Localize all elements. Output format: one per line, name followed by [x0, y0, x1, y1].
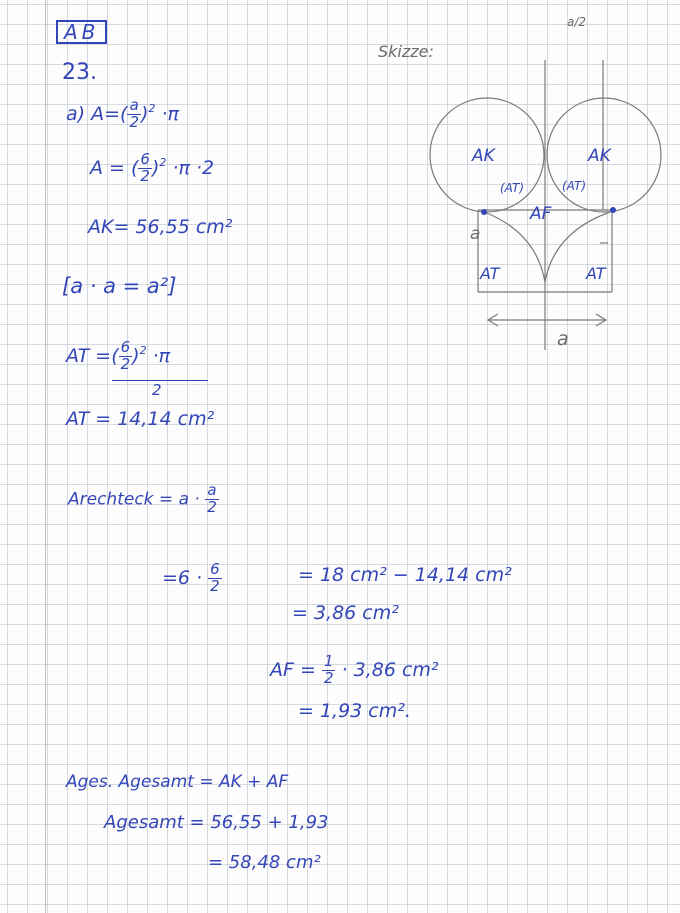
exponent: 2: [159, 155, 167, 169]
formula-line-1: a) A=( $\frac{a}{2}$ )$^2$ ·π: [66, 96, 179, 131]
formula-lhs: Arechteck = a ·: [68, 489, 200, 510]
fraction-denominator: 2: [323, 668, 334, 687]
sketch-label-at-left: AT: [480, 264, 500, 283]
sketch-label-ak-left: AK: [472, 146, 495, 166]
formula-lhs: A=: [91, 102, 121, 125]
formula-lhs: A =: [90, 156, 125, 179]
af-result: = 1,93 cm².: [298, 700, 411, 722]
sketch-title: Skizze:: [378, 42, 434, 61]
formula-at: AT =( $\frac{6}{2}$ )$^2$ ·π: [66, 338, 171, 373]
formula-rest: ·π: [152, 344, 171, 367]
formula-lhs: AF =: [270, 658, 316, 681]
fraction-numerator: 6: [140, 150, 150, 168]
formula-lhs: =6 ·: [162, 566, 203, 589]
at-divisor: 2: [152, 381, 162, 399]
fraction-numerator: 1: [323, 652, 334, 670]
fraction-denominator: 2: [140, 166, 150, 185]
total-line-1: Ages. Agesamt = AK + AF: [66, 772, 289, 792]
fraction-denominator: 2: [207, 497, 217, 516]
part-label: a): [66, 102, 86, 125]
sketch-label-a-side: a: [470, 224, 481, 244]
exponent: 2: [139, 343, 147, 357]
fraction-numerator: 6: [210, 560, 220, 578]
formula-rest: ·π ·2: [172, 156, 215, 179]
sketch-label-at-paren-right: (AT): [562, 179, 587, 193]
sketch-label-a-bottom: a: [557, 328, 569, 350]
formula-lhs: AT =: [66, 344, 112, 367]
fraction-denominator: 2: [129, 112, 139, 131]
sketch-label-a-half: a/2: [567, 15, 587, 29]
sketch-label-at-right: AT: [586, 264, 606, 283]
sketch-label-af: AF: [530, 204, 552, 224]
formula-rest: ·π: [161, 102, 179, 125]
total-line-3: = 58,48 cm²: [208, 852, 321, 873]
total-line-2: Agesamt = 56,55 + 1,93: [104, 812, 329, 833]
formula-line-4: [a · a = a²]: [62, 274, 177, 298]
formula-line-2: A = ( $\frac{6}{2}$ )$^2$ ·π ·2: [90, 150, 215, 185]
at-result: AT = 14,14 cm²: [66, 408, 215, 430]
exponent: 2: [148, 101, 156, 115]
fraction-numerator: 6: [120, 338, 131, 356]
fraction-numerator: a: [205, 483, 219, 500]
difference-line-2: = 3,86 cm²: [292, 602, 399, 624]
fraction-numerator: a: [127, 98, 141, 115]
difference-line-1: = 18 cm² − 14,14 cm²: [298, 564, 512, 586]
task-number: 23.: [62, 60, 97, 85]
box-label: AB: [56, 20, 107, 44]
formula-line-3: AK= 56,55 cm²: [88, 216, 233, 238]
fraction-denominator: 2: [120, 354, 131, 373]
formula-rest: · 3,86 cm²: [341, 658, 439, 681]
fraction-denominator: 2: [210, 576, 220, 595]
sketch-label-ak-right: AK: [588, 146, 611, 166]
sketch-label-at-paren-left: (AT): [500, 181, 525, 195]
